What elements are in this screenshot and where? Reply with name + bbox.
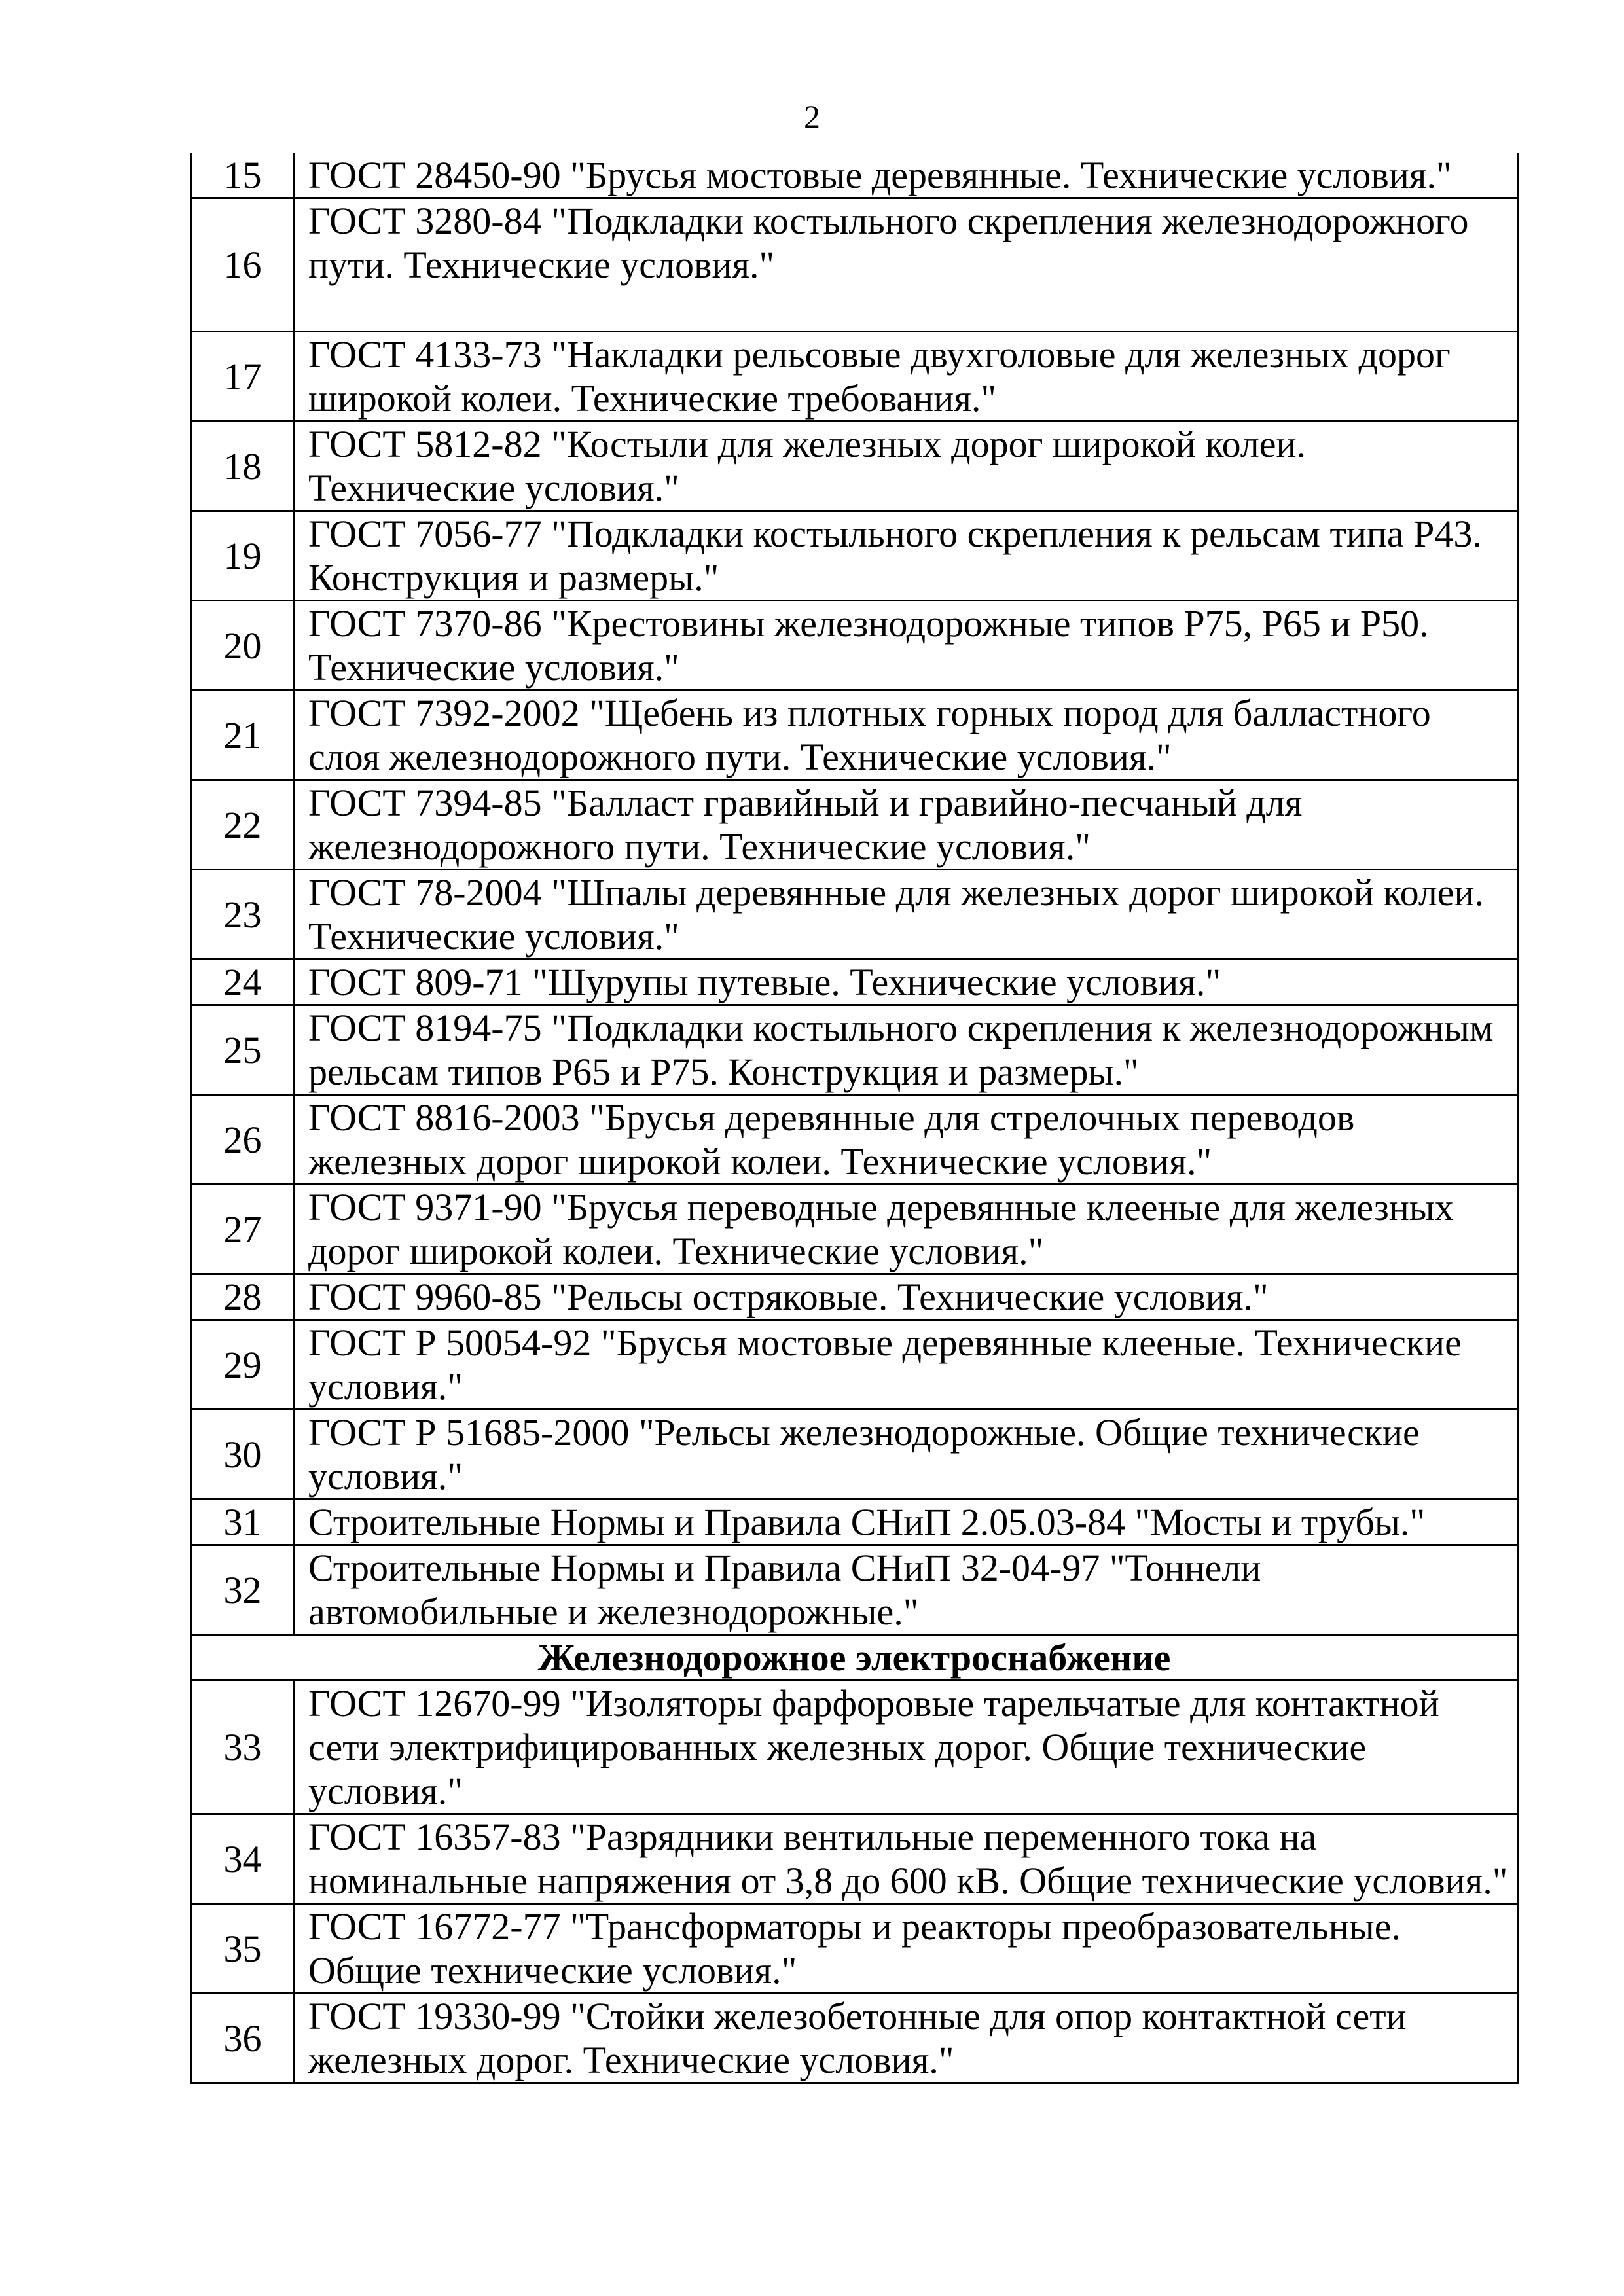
row-number: 21 xyxy=(191,691,295,780)
row-number: 23 xyxy=(191,870,295,960)
row-text: ГОСТ 7056-77 "Подкладки костыльного скрепления к рельсам типа Р43. Конструкция и размеры." xyxy=(295,511,1518,601)
row-text: ГОСТ 7370-86 "Крестовины железнодорожные типов Р75, Р65 и Р50. Технические условия." xyxy=(295,601,1518,691)
table-row xyxy=(191,1994,1518,2083)
row-number: 32 xyxy=(191,1545,295,1635)
table-row xyxy=(191,1095,1518,1185)
row-text: ГОСТ 78-2004 "Шпалы деревянные для железных дорог широкой колеи. Технические условия." xyxy=(295,870,1518,960)
row-text: Строительные Нормы и Правила СНиП 2.05.03-84 "Мосты и трубы." xyxy=(295,1499,1518,1545)
row-number: 16 xyxy=(191,198,295,332)
row-number: 26 xyxy=(191,1095,295,1185)
table-row xyxy=(191,780,1518,870)
section-title: Железнодорожное электроснабжение xyxy=(191,1635,1518,1681)
table-row xyxy=(191,332,1518,422)
row-text: ГОСТ 19330-99 "Стойки железобетонные для опор контактной сети железных дорог. Технические условия." xyxy=(295,1994,1518,2083)
row-number: 30 xyxy=(191,1410,295,1499)
table-row xyxy=(191,1005,1518,1095)
table-row xyxy=(191,1904,1518,1994)
row-text: ГОСТ 3280-84 "Подкладки костыльного скрепления железнодорожного пути. Технические условия." xyxy=(295,198,1518,332)
row-number: 19 xyxy=(191,511,295,601)
row-text: ГОСТ 9960-85 "Рельсы остряковые. Технические условия." xyxy=(295,1274,1518,1320)
table-row xyxy=(191,870,1518,960)
row-number: 17 xyxy=(191,332,295,422)
standards-table xyxy=(190,153,1519,2084)
table-row xyxy=(191,1814,1518,1904)
row-number: 20 xyxy=(191,601,295,691)
table-row xyxy=(191,1410,1518,1499)
row-text: ГОСТ 16772-77 "Трансформаторы и реакторы преобразовательные. Общие технические условия." xyxy=(295,1904,1518,1994)
page-number: 2 xyxy=(804,98,820,135)
row-text: ГОСТ 9371-90 "Брусья переводные деревянные клееные для железных дорог широкой колеи. Технические условия." xyxy=(295,1185,1518,1274)
table-row xyxy=(191,198,1518,332)
row-number: 18 xyxy=(191,422,295,511)
row-number: 24 xyxy=(191,960,295,1005)
section-header-row xyxy=(191,1635,1518,1681)
row-text: ГОСТ 12670-99 "Изоляторы фарфоровые тарельчатые для контактной сети электрифицированных железных дорог. Общие технические условия." xyxy=(295,1681,1518,1814)
row-text: ГОСТ Р 50054-92 "Брусья мостовые деревянные клееные. Технические условия." xyxy=(295,1320,1518,1410)
table-row xyxy=(191,1320,1518,1410)
row-text: ГОСТ 28450-90 "Брусья мостовые деревянные. Технические условия." xyxy=(295,153,1518,198)
row-text: ГОСТ 16357-83 "Разрядники вентильные переменного тока на номинальные напряжения от 3,8 до 600 кВ. Общие технические условия." xyxy=(295,1814,1518,1904)
row-text: ГОСТ 5812-82 "Костыли для железных дорог широкой колеи. Технические условия." xyxy=(295,422,1518,511)
row-text: ГОСТ 809-71 "Шурупы путевые. Технические условия." xyxy=(295,960,1518,1005)
row-text: ГОСТ 7392-2002 "Щебень из плотных горных пород для балластного слоя железнодорожного пути. Технические условия." xyxy=(295,691,1518,780)
table-row xyxy=(191,422,1518,511)
row-number: 35 xyxy=(191,1904,295,1994)
row-number: 33 xyxy=(191,1681,295,1814)
table-row xyxy=(191,1274,1518,1320)
table-row xyxy=(191,601,1518,691)
row-number: 27 xyxy=(191,1185,295,1274)
row-text: ГОСТ 8194-75 "Подкладки костыльного скрепления к железнодорожным рельсам типов Р65 и Р75. Конструкция и размеры." xyxy=(295,1005,1518,1095)
row-number: 36 xyxy=(191,1994,295,2083)
row-text: ГОСТ 7394-85 "Балласт гравийный и гравийно-песчаный для железнодорожного пути. Технические условия." xyxy=(295,780,1518,870)
row-number: 29 xyxy=(191,1320,295,1410)
table-row xyxy=(191,1499,1518,1545)
row-text: ГОСТ 8816-2003 "Брусья деревянные для стрелочных переводов железных дорог широкой колеи. Технические условия." xyxy=(295,1095,1518,1185)
row-number: 31 xyxy=(191,1499,295,1545)
table-row xyxy=(191,511,1518,601)
row-number: 34 xyxy=(191,1814,295,1904)
row-text: ГОСТ Р 51685-2000 "Рельсы железнодорожные. Общие технические условия." xyxy=(295,1410,1518,1499)
row-number: 28 xyxy=(191,1274,295,1320)
table-row xyxy=(191,153,1518,198)
table-row xyxy=(191,960,1518,1005)
table-row xyxy=(191,691,1518,780)
row-number: 25 xyxy=(191,1005,295,1095)
row-number: 15 xyxy=(191,153,295,198)
row-number: 22 xyxy=(191,780,295,870)
table-row xyxy=(191,1185,1518,1274)
row-text: ГОСТ 4133-73 "Накладки рельсовые двухголовые для железных дорог широкой колеи. Технические требования." xyxy=(295,332,1518,422)
row-text: Строительные Нормы и Правила СНиП 32-04-97 "Тоннели автомобильные и железнодорожные." xyxy=(295,1545,1518,1635)
table-row xyxy=(191,1681,1518,1814)
table-row xyxy=(191,1545,1518,1635)
